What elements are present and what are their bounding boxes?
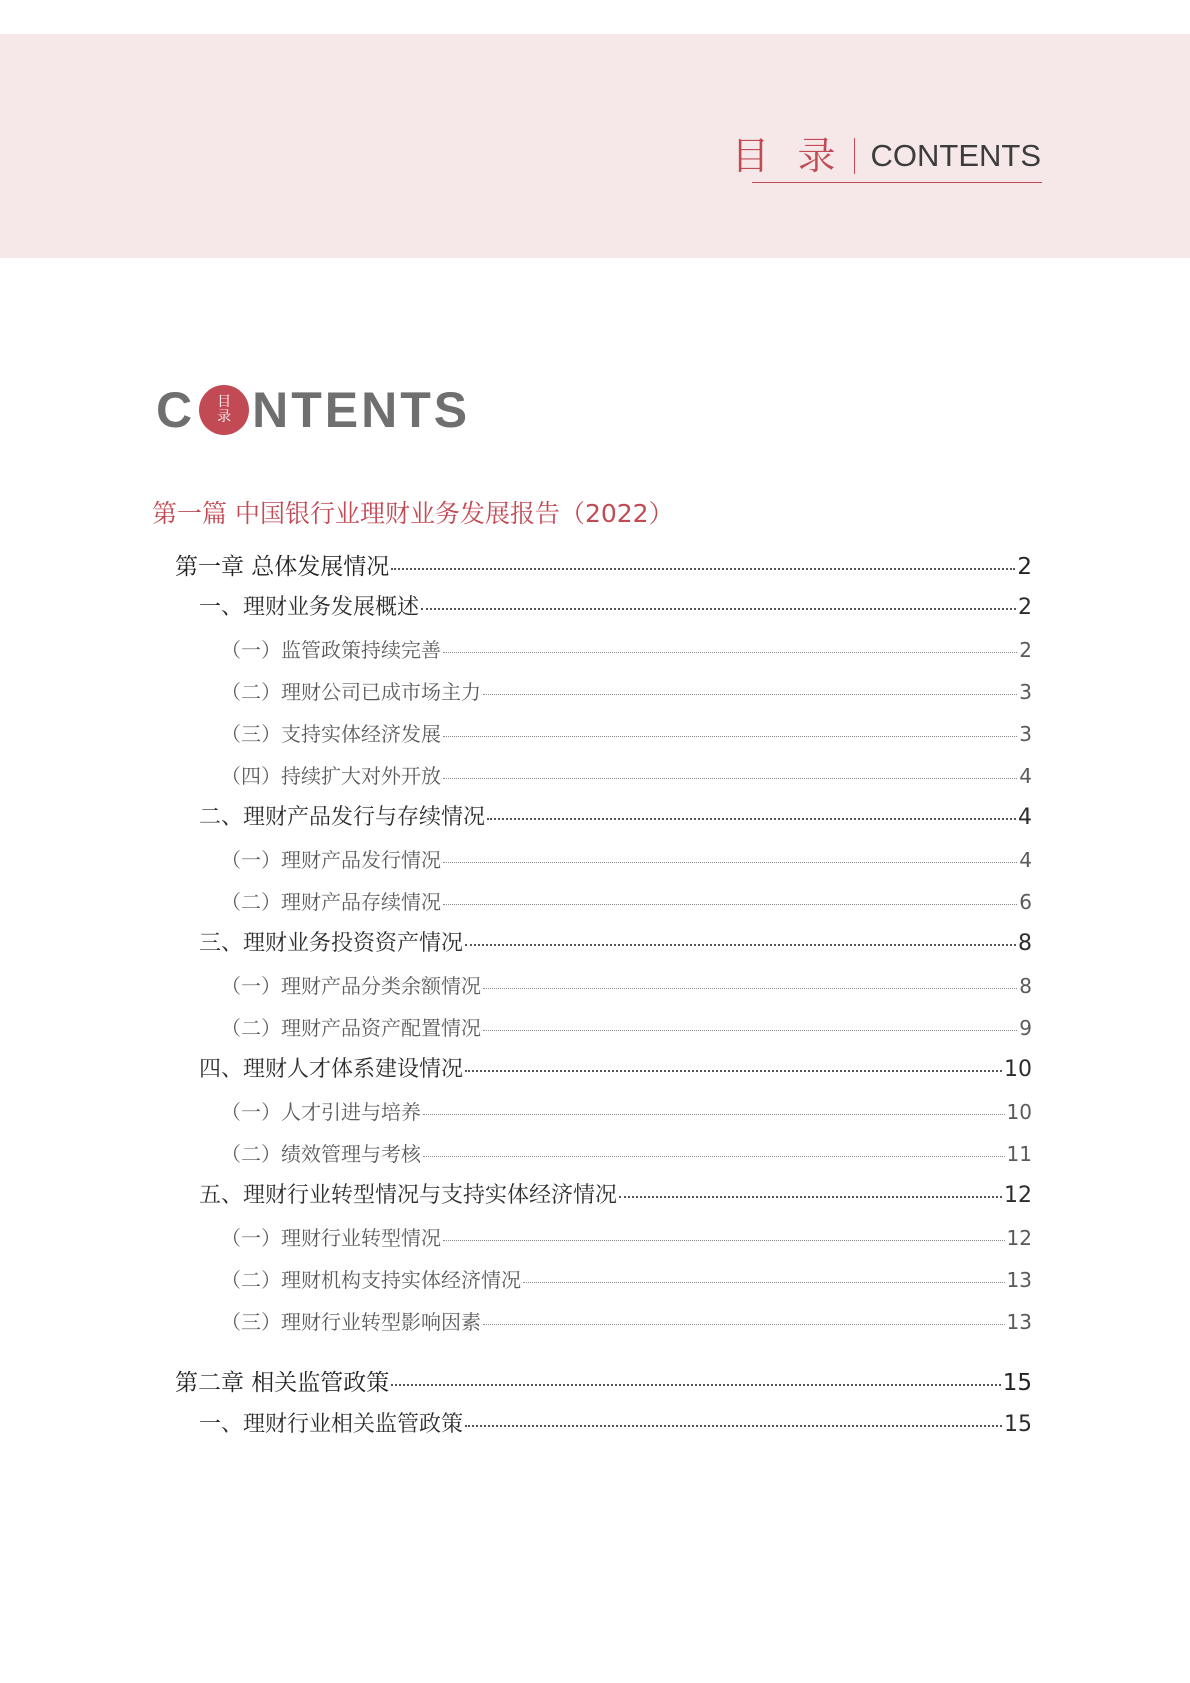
toc-subsection[interactable] <box>221 1095 1032 1129</box>
toc-leader-dots <box>619 1196 1002 1198</box>
toc-section[interactable] <box>199 927 1032 961</box>
toc-page-number: 3 <box>1019 680 1032 704</box>
toc-page-number: 10 <box>1004 1057 1032 1082</box>
toc-section[interactable] <box>199 591 1032 625</box>
toc-leader-dots <box>443 1240 1005 1241</box>
toc-entry-label: 第一章 总体发展情况 <box>175 554 390 580</box>
toc-page-number: 15 <box>1004 1412 1032 1437</box>
toc-entry-label: 第二章 相关监管政策 <box>175 1370 390 1396</box>
toc-page-number: 13 <box>1006 1268 1032 1292</box>
toc-page-number: 4 <box>1018 805 1032 830</box>
toc-section[interactable] <box>199 1179 1032 1213</box>
toc-page-number: 9 <box>1019 1016 1032 1040</box>
toc-page-number: 13 <box>1006 1310 1032 1334</box>
toc-page-number: 3 <box>1019 722 1032 746</box>
toc-section[interactable] <box>199 1408 1032 1442</box>
toc-entry-label: 一、理财行业相关监管政策 <box>199 1412 464 1437</box>
toc-leader-dots <box>421 608 1016 610</box>
toc-page-number: 6 <box>1019 890 1032 914</box>
toc-leader-dots <box>465 1425 1002 1427</box>
toc-leader-dots <box>483 1324 1005 1325</box>
toc-subsection[interactable] <box>221 885 1032 919</box>
toc-subsection[interactable] <box>221 633 1032 667</box>
toc-leader-dots <box>443 778 1017 779</box>
toc-entry-label: （一）理财行业转型情况 <box>221 1226 441 1250</box>
toc-leader-dots <box>523 1282 1005 1283</box>
toc-page-number: 11 <box>1006 1142 1032 1166</box>
toc-entry-label: 三、理财业务投资资产情况 <box>199 931 464 956</box>
toc-leader-dots <box>443 862 1017 863</box>
toc-subsection[interactable] <box>221 1263 1032 1297</box>
toc-entry-label: （一）人才引进与培养 <box>221 1100 421 1124</box>
toc-leader-dots <box>483 1030 1017 1031</box>
contents-logo-c: C <box>156 382 196 438</box>
toc-subsection[interactable] <box>221 717 1032 751</box>
toc-leader-dots <box>443 904 1017 905</box>
toc-entry-label: （二）理财公司已成市场主力 <box>221 680 481 704</box>
toc-entry-label: （二）理财产品资产配置情况 <box>221 1016 481 1040</box>
toc-page-number: 2 <box>1018 595 1032 620</box>
header-title-cn: 目 录 <box>731 134 844 178</box>
toc-subsection[interactable] <box>221 969 1032 1003</box>
toc-entry-label: （二）理财产品存续情况 <box>221 890 441 914</box>
contents-logo-badge-bottom: 录 <box>217 409 232 425</box>
toc-entry-label: （三）支持实体经济发展 <box>221 722 441 746</box>
toc-chapter[interactable] <box>175 1366 1032 1400</box>
toc-page-number: 8 <box>1018 931 1032 956</box>
toc-entry-label: （三）理财行业转型影响因素 <box>221 1310 481 1334</box>
header-title-en: CONTENTS <box>870 138 1041 173</box>
toc-subsection[interactable] <box>221 1305 1032 1339</box>
toc-leader-dots <box>423 1114 1005 1115</box>
toc-subsection[interactable] <box>221 675 1032 709</box>
toc-leader-dots <box>465 944 1016 946</box>
toc-subsection[interactable] <box>221 759 1032 793</box>
contents-logo-badge-top: 目 <box>217 394 232 410</box>
toc-page-number: 2 <box>1019 638 1032 662</box>
contents-logo-rest: NTENTS <box>252 382 471 438</box>
toc-entry-label: 一、理财业务发展概述 <box>199 595 420 620</box>
toc-entry-label: （一）理财产品分类余额情况 <box>221 974 481 998</box>
toc-subsection[interactable] <box>221 1221 1032 1255</box>
toc-entry-label: （一）理财产品发行情况 <box>221 848 441 872</box>
toc-leader-dots <box>483 694 1017 695</box>
toc-entry-label: 二、理财产品发行与存续情况 <box>199 805 486 830</box>
toc-page-number: 15 <box>1002 1370 1032 1396</box>
toc-entry-label: 五、理财行业转型情况与支持实体经济情况 <box>199 1183 618 1208</box>
toc-section[interactable] <box>199 1053 1032 1087</box>
toc-page-number: 4 <box>1019 764 1032 788</box>
part-heading[interactable]: 第一篇 中国银行业理财业务发展报告（2022） <box>152 499 674 528</box>
toc-entry-label: （二）绩效管理与考核 <box>221 1142 421 1166</box>
toc-section[interactable] <box>199 801 1032 835</box>
toc-leader-dots <box>391 568 1015 570</box>
toc-page-number: 4 <box>1019 848 1032 872</box>
toc-leader-dots <box>487 818 1016 820</box>
toc-leader-dots <box>423 1156 1005 1157</box>
toc-subsection[interactable] <box>221 1137 1032 1171</box>
toc-entry-label: （一）监管政策持续完善 <box>221 638 441 662</box>
toc-leader-dots <box>465 1070 1002 1072</box>
toc-leader-dots <box>483 988 1017 989</box>
toc-leader-dots <box>391 1384 1000 1386</box>
toc-entry-label: （二）理财机构支持实体经济情况 <box>221 1268 521 1292</box>
toc-page-number: 12 <box>1004 1183 1032 1208</box>
toc-page-number: 12 <box>1006 1226 1032 1250</box>
toc-page-number: 10 <box>1006 1100 1032 1124</box>
toc-page-number: 8 <box>1019 974 1032 998</box>
toc-subsection[interactable] <box>221 1011 1032 1045</box>
toc-page-number: 2 <box>1017 554 1032 580</box>
toc-chapter[interactable] <box>175 550 1032 584</box>
toc-leader-dots <box>443 736 1017 737</box>
toc-entry-label: （四）持续扩大对外开放 <box>221 764 441 788</box>
toc-subsection[interactable] <box>221 843 1032 877</box>
toc-entry-label: 四、理财人才体系建设情况 <box>199 1057 464 1082</box>
toc-leader-dots <box>443 652 1017 653</box>
